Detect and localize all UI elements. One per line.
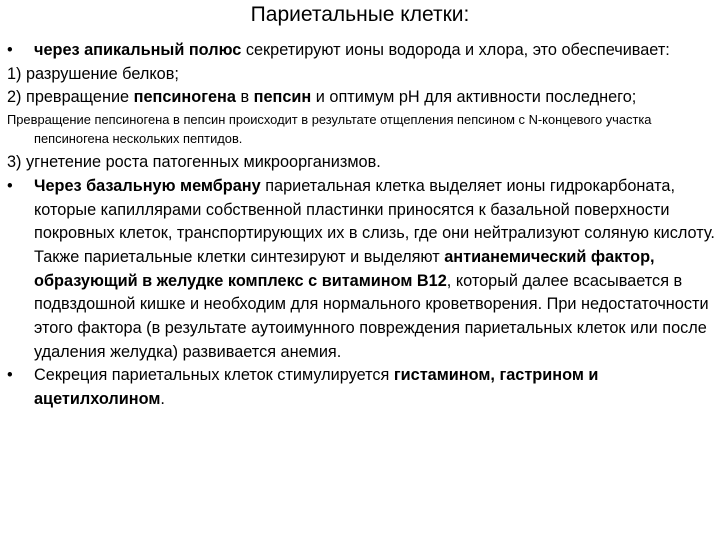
microorganisms-text: 3) угнетение роста патогенных микроорганизмов. — [7, 153, 381, 172]
slide-body — [7, 39, 719, 412]
protein-breakdown-text: 1) разрушение белков; — [7, 64, 179, 83]
antianemic-factor-bold: антианемический фактор, образующий в желудке комплекс с витамином В12 — [34, 247, 655, 290]
mechanism-text: Превращение пепсиногена в пепсин происходит в результате отщепления пепсином с N-концевого участка пепсиногена нескольких пептидов. — [7, 112, 652, 146]
note-pepsinogen-mechanism — [7, 111, 719, 148]
pepsinogen-text-1: 2) превращение — [7, 88, 134, 107]
pepsinogen-bold: пепсиногена — [133, 88, 236, 107]
paragraph-apical-pole — [7, 39, 719, 63]
basal-membrane-text-1: париетальная клетка выделяет ионы гидрокарбоната, которые капиллярами собственной пластинки приносятся к базальной поверхности покровных клеток, транспортирующих их в слизь, где они нейтрализуют соляную кислоту. Также париетальные клетки синтезируют и выделяют — [34, 176, 715, 266]
basal-membrane-bold: Через базальную мембрану — [34, 176, 261, 195]
bullet-icon: • — [7, 176, 13, 195]
bullet-icon: • — [7, 366, 13, 385]
stimulation-text-1: Секреция париетальных клеток стимулируется — [34, 366, 394, 385]
slide-title: Париетальные клетки: — [250, 3, 470, 26]
pepsinogen-text-3: и оптимум рН для активности последнего; — [311, 88, 637, 107]
paragraph-secretion-stimulation — [7, 364, 719, 411]
pepsinogen-text-2: в — [235, 88, 254, 107]
pepsin-bold: пепсин — [253, 88, 312, 107]
stimulators-bold: гистамином, гастрином и ацетилхолином — [34, 366, 599, 409]
list-item-pepsinogen-conversion — [7, 86, 719, 110]
apical-pole-bold: через апикальный полюс — [34, 41, 242, 59]
basal-membrane-text-2: , который далее всасывается в подвздошной кишке и необходим для нормального кроветворения. При недостаточности этого фактора (в результате аутоимунного повреждения париетальных клеток или после удаления желудка) развивается анемия. — [34, 271, 709, 361]
stimulation-text-2: . — [160, 390, 165, 409]
apical-pole-text: секретируют ионы водорода и хлора, это обеспечивает: — [241, 41, 670, 59]
paragraph-basal-membrane — [7, 175, 719, 365]
bullet-icon: • — [7, 41, 13, 59]
list-item-protein-breakdown — [7, 63, 719, 87]
list-item-microorganisms — [7, 151, 719, 175]
